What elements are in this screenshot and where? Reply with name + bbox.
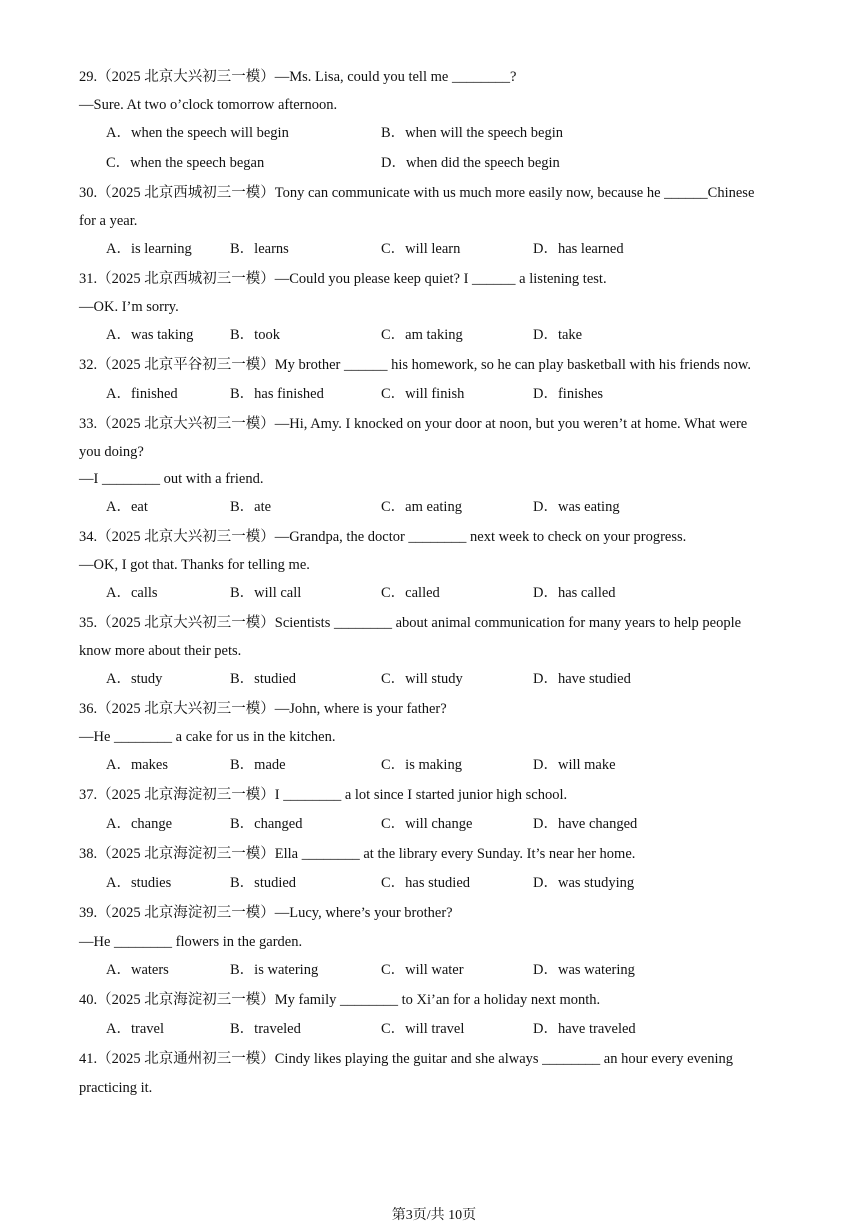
option-a: A．waters bbox=[106, 962, 169, 978]
option-d: D．was eating bbox=[533, 499, 620, 515]
question-40-options bbox=[106, 1019, 798, 1039]
option-c: C．am eating bbox=[381, 499, 462, 515]
question-40-stem: 40.（2025 北京海淀初三一模）My family ________ to Xi’an for a holiday next month. bbox=[79, 992, 601, 1008]
option-d: D．was watering bbox=[533, 962, 635, 978]
option-b: B．when will the speech begin bbox=[381, 125, 564, 141]
option-a: A．calls bbox=[106, 585, 158, 601]
option-d: D．finishes bbox=[533, 386, 604, 402]
option-c: C．has studied bbox=[381, 875, 471, 891]
option-c: C．will study bbox=[381, 671, 463, 687]
question-33-stem: 33.（2025 北京大兴初三一模）—Hi, Amy. I knocked on your door at noon, but you weren’t at home. What were bbox=[79, 416, 748, 432]
question-35-stem-cont: know more about their pets. bbox=[79, 643, 242, 659]
question-39-options bbox=[106, 960, 798, 980]
question-33-options bbox=[106, 497, 798, 517]
option-b: B．traveled bbox=[230, 1021, 301, 1037]
option-b: B．took bbox=[230, 327, 280, 343]
option-a: A．studies bbox=[106, 875, 172, 891]
option-b: B．changed bbox=[230, 816, 303, 832]
option-a: A．eat bbox=[106, 499, 148, 515]
option-d: D．have studied bbox=[533, 671, 631, 687]
option-b: B．made bbox=[230, 757, 286, 773]
option-d: D．have traveled bbox=[533, 1021, 636, 1037]
option-b: B．studied bbox=[230, 875, 297, 891]
page-number-footer: 第3页/共 10页 bbox=[391, 1208, 477, 1223]
option-a: A．was taking bbox=[106, 327, 194, 343]
option-b: B．learns bbox=[230, 241, 289, 257]
question-29-reply: —Sure. At two o’clock tomorrow afternoon. bbox=[79, 97, 338, 113]
option-c: C．is making bbox=[381, 757, 462, 773]
question-39-stem: 39.（2025 北京海淀初三一模）—Lucy, where’s your brother? bbox=[79, 905, 453, 921]
question-29-stem: 29.（2025 北京大兴初三一模）—Ms. Lisa, could you tell me ________? bbox=[79, 69, 517, 85]
option-c: C．will travel bbox=[381, 1021, 465, 1037]
option-b: B．studied bbox=[230, 671, 297, 687]
question-41-stem: 41.（2025 北京通州初三一模）Cindy likes playing the guitar and she always ________ an hour every evening bbox=[79, 1051, 734, 1067]
question-30-options bbox=[106, 239, 798, 259]
option-a: A．study bbox=[106, 671, 163, 687]
question-30-stem-cont: for a year. bbox=[79, 213, 138, 229]
question-36-options bbox=[106, 755, 798, 775]
option-b: B．will call bbox=[230, 585, 302, 601]
question-37-stem: 37.（2025 北京海淀初三一模）I ________ a lot since I started junior high school. bbox=[79, 787, 568, 803]
option-a: A．makes bbox=[106, 757, 169, 773]
question-39-reply: —He ________ flowers in the garden. bbox=[79, 934, 303, 950]
question-34-options bbox=[106, 583, 798, 603]
question-37-options bbox=[106, 814, 798, 834]
option-c: C．called bbox=[381, 585, 440, 601]
option-d: D．was studying bbox=[533, 875, 635, 891]
question-34-reply: —OK, I got that. Thanks for telling me. bbox=[79, 557, 310, 573]
question-35-options bbox=[106, 669, 798, 689]
question-41-stem-cont: practicing it. bbox=[79, 1080, 153, 1096]
option-d: D．has learned bbox=[533, 241, 624, 257]
option-d: D．will make bbox=[533, 757, 616, 773]
option-a: A．change bbox=[106, 816, 173, 832]
question-29-options-row2 bbox=[106, 153, 798, 173]
option-c: C．am taking bbox=[381, 327, 463, 343]
question-34-stem: 34.（2025 北京大兴初三一模）—Grandpa, the doctor ________ next week to check on your progress. bbox=[79, 529, 687, 545]
option-a: A．finished bbox=[106, 386, 178, 402]
option-c: C．will finish bbox=[381, 386, 465, 402]
option-a: A．is learning bbox=[106, 241, 192, 257]
option-a: A．when the speech will begin bbox=[106, 125, 289, 141]
option-c: C．will water bbox=[381, 962, 464, 978]
question-32-options bbox=[106, 384, 798, 404]
question-30-stem: 30.（2025 北京西城初三一模）Tony can communicate with us much more easily now, because he ______Chinese bbox=[79, 185, 755, 201]
option-c: C．will change bbox=[381, 816, 473, 832]
question-29-options-row1 bbox=[106, 123, 798, 143]
question-33-reply: —I ________ out with a friend. bbox=[79, 471, 264, 487]
question-35-stem: 35.（2025 北京大兴初三一模）Scientists ________ about animal communication for many years to help people bbox=[79, 615, 742, 631]
option-b: B．is watering bbox=[230, 962, 319, 978]
question-32-stem: 32.（2025 北京平谷初三一模）My brother ______ his homework, so he can play basketball with his friends now. bbox=[79, 357, 752, 373]
option-b: B．has finished bbox=[230, 386, 324, 402]
option-c: C．will learn bbox=[381, 241, 461, 257]
option-d: D．has called bbox=[533, 585, 616, 601]
option-d: D．when did the speech begin bbox=[381, 155, 560, 171]
option-c: C．when the speech began bbox=[106, 155, 265, 171]
question-31-options bbox=[106, 325, 798, 345]
option-b: B．ate bbox=[230, 499, 272, 515]
option-a: A．travel bbox=[106, 1021, 164, 1037]
option-d: D．have changed bbox=[533, 816, 638, 832]
question-36-reply: —He ________ a cake for us in the kitchen. bbox=[79, 729, 336, 745]
question-33-stem-cont: you doing? bbox=[79, 444, 144, 460]
question-31-reply: —OK. I’m sorry. bbox=[79, 299, 179, 315]
question-38-options bbox=[106, 873, 798, 893]
option-d: D．take bbox=[533, 327, 583, 343]
question-38-stem: 38.（2025 北京海淀初三一模）Ella ________ at the library every Sunday. It’s near her home. bbox=[79, 846, 636, 862]
question-36-stem: 36.（2025 北京大兴初三一模）—John, where is your father? bbox=[79, 701, 447, 717]
question-31-stem: 31.（2025 北京西城初三一模）—Could you please keep quiet? I ______ a listening test. bbox=[79, 271, 607, 287]
